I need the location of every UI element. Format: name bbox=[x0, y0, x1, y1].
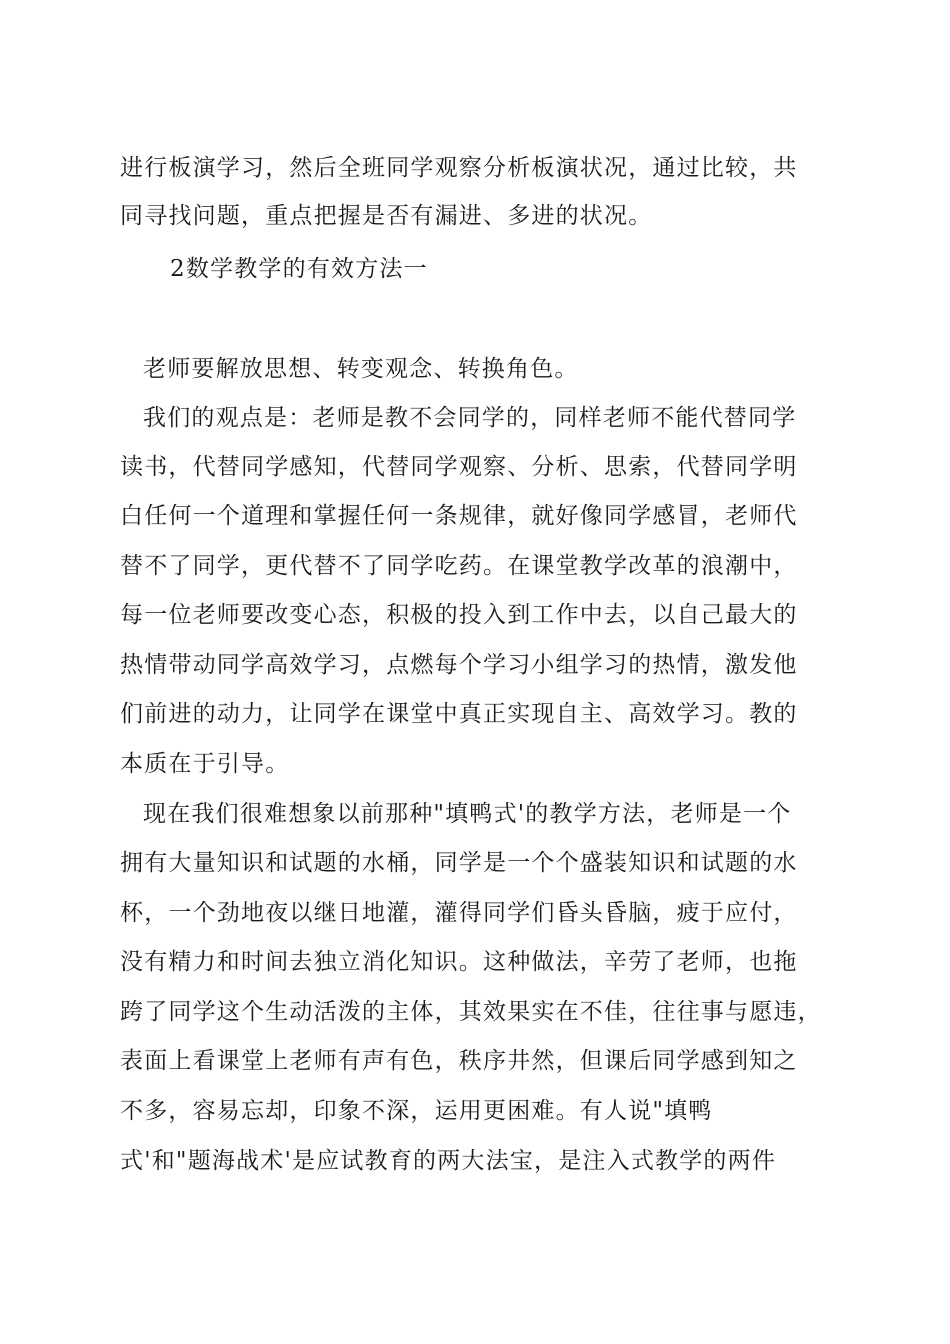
paragraph-line: 白任何一个道理和掌握任何一条规律，就好像同学感冒，老师代 bbox=[120, 503, 798, 529]
paragraph-line: 每一位老师要改变心态，积极的投入到工作中去，以自己最大的 bbox=[120, 602, 798, 628]
paragraph-line: 现在我们很难想象以前那种"填鸭式'的教学方法，老师是一个 bbox=[143, 801, 792, 827]
paragraph-line: 我们的观点是：老师是教不会同学的，同样老师不能代替同学 bbox=[143, 405, 797, 431]
paragraph-line: 没有精力和时间去独立消化知识。这种做法，辛劳了老师，也拖 bbox=[120, 949, 798, 975]
paragraph-line: 式'和"题海战术'是应试教育的两大法宝，是注入式教学的两件 bbox=[120, 1148, 777, 1174]
paragraph-line: 读书，代替同学感知，代替同学观察、分析、思索，代替同学明 bbox=[120, 454, 798, 480]
paragraph-line: 不多，容易忘却，印象不深，运用更困难。有人说"填鸭 bbox=[120, 1098, 713, 1124]
paragraph-line: 拥有大量知识和试题的水桶，同学是一个个盛装知识和试题的水 bbox=[120, 850, 798, 876]
paragraph-line: 跨了同学这个生动活泼的主体，其效果实在不佳，往往事与愿违， bbox=[120, 999, 822, 1025]
paragraph-line: 杯，一个劲地夜以继日地灌，灌得同学们昏头昏脑，疲于应付， bbox=[120, 900, 798, 926]
paragraph-line: 进行板演学习，然后全班同学观察分析板演状况，通过比较，共 bbox=[120, 155, 798, 181]
paragraph-line: 老师要解放思想、转变观念、转换角色。 bbox=[143, 356, 579, 382]
paragraph-line: 表面上看课堂上老师有声有色，秩序井然，但课后同学感到知之 bbox=[120, 1048, 798, 1074]
paragraph-line: 们前进的动力，让同学在课堂中真正实现自主、高效学习。教的 bbox=[120, 701, 798, 727]
paragraph-line: 替不了同学，更代替不了同学吃药。在课堂教学改革的浪潮中， bbox=[120, 553, 798, 579]
paragraph-line: 本质在于引导。 bbox=[120, 751, 290, 777]
section-heading: 2数学教学的有效方法一 bbox=[170, 256, 428, 282]
paragraph-line: 热情带动同学高效学习，点燃每个学习小组学习的热情，激发他 bbox=[120, 652, 798, 678]
paragraph-line: 同寻找问题，重点把握是否有漏进、多进的状况。 bbox=[120, 203, 653, 229]
